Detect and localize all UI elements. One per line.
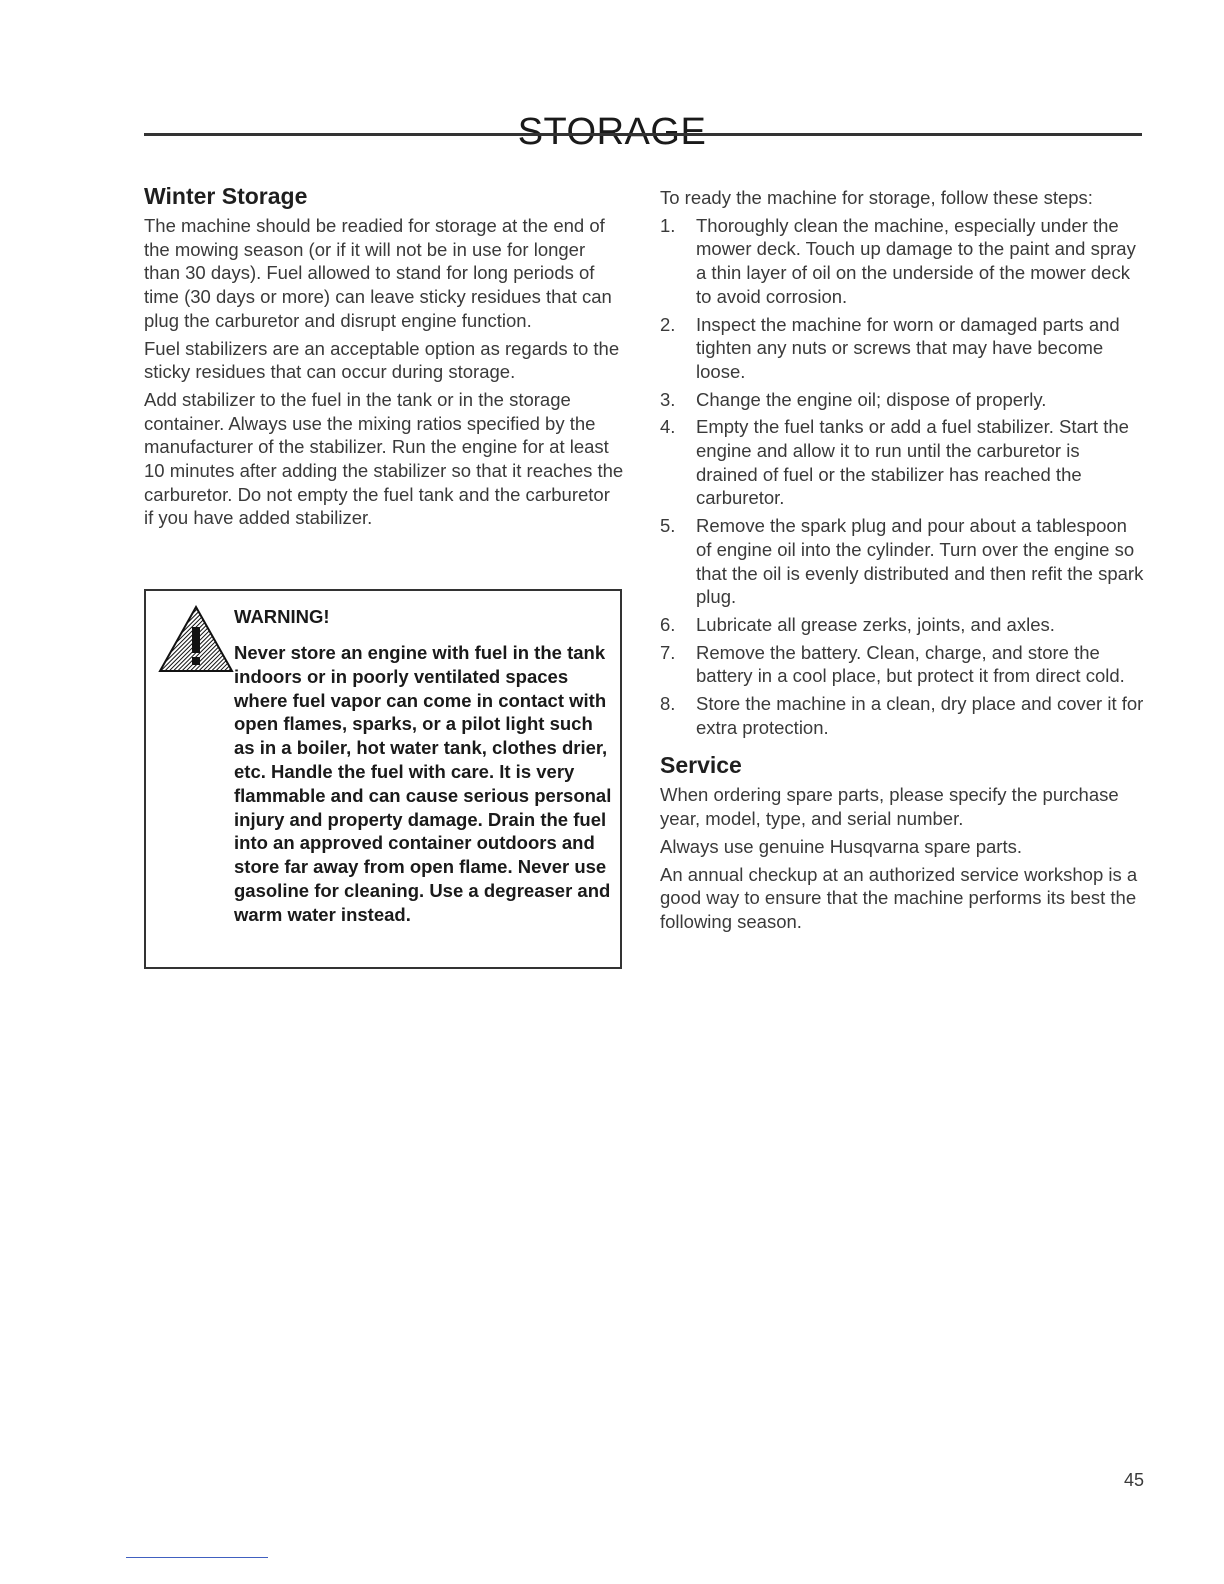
step-text: Change the engine oil; dispose of properly. xyxy=(696,388,1047,410)
steps-intro: To ready the machine for storage, follow these steps: xyxy=(660,187,1093,208)
step-text: Lubricate all grease zerks, joints, and axles. xyxy=(696,613,1055,635)
service-paragraph-1: When ordering spare parts, please specify the purchase year, model, type, and serial number. xyxy=(660,784,1119,830)
list-item xyxy=(660,388,1146,412)
step-text: Empty the fuel tanks or add a fuel stabilizer. Start the engine and allow it to run until the carburetor is drained of fuel or the stabilizer has reached the carburetor. xyxy=(696,416,1129,509)
step-text: Thoroughly clean the machine, especially under the mower deck. Touch up damage to the paint and spray a thin layer of oil on the underside of the mower deck to avoid corrosion. xyxy=(696,214,1136,307)
step-number: 3. xyxy=(660,388,676,410)
step-number: 7. xyxy=(660,641,676,663)
warning-triangle-icon xyxy=(158,605,234,673)
right-column xyxy=(660,186,1146,938)
list-item xyxy=(660,313,1146,384)
winter-storage-paragraph-3: Add stabilizer to the fuel in the tank or in the storage container. Always use the mixing ratios specified by the manufacturer of the stabilizer. Run the engine for at least 10 minutes after adding the stabilizer so that it reaches the carburetor. Do not empty the fuel tank and the carburetor if you have added stabilizer. xyxy=(144,388,624,529)
step-number: 5. xyxy=(660,515,676,537)
warning-title: WARNING! xyxy=(234,606,330,627)
list-item xyxy=(660,415,1146,510)
service-heading: Service xyxy=(660,752,742,779)
warning-text xyxy=(234,605,614,927)
list-item xyxy=(660,692,1146,739)
step-number: 1. xyxy=(660,214,676,236)
step-text: Remove the spark plug and pour about a tablespoon of engine oil into the cylinder. Turn over the engine so that the oil is evenly distributed and then refit the spark plug. xyxy=(696,515,1144,608)
list-item xyxy=(660,214,1146,309)
step-text: Inspect the machine for worn or damaged parts and tighten any nuts or screws that may have become loose. xyxy=(696,313,1120,382)
step-text: Remove the battery. Clean, charge, and store the battery in a cool place, but protect it from direct cold. xyxy=(696,641,1125,687)
list-item xyxy=(660,641,1146,688)
page-number: 45 xyxy=(1123,1470,1144,1490)
page-title: STORAGE xyxy=(517,111,707,154)
winter-storage-paragraph-1: The machine should be readied for storage at the end of the mowing season (or if it will not be in use for longer than 30 days). Fuel allowed to stand for long periods of time (30 days or more) can leave sticky residues that can plug the carburetor and disrupt engine function. xyxy=(144,215,612,331)
footer-rule xyxy=(126,1557,268,1558)
step-number: 6. xyxy=(660,613,676,635)
title-rule xyxy=(144,133,1142,136)
list-item xyxy=(660,613,1146,637)
winter-storage-heading: Winter Storage xyxy=(144,183,308,209)
winter-storage-paragraph-2: Fuel stabilizers are an acceptable option as regards to the sticky residues that can occur during storage. xyxy=(144,337,620,383)
warning-box xyxy=(144,589,622,969)
left-column xyxy=(144,182,624,534)
storage-steps-list xyxy=(660,214,1146,740)
step-text: Store the machine in a clean, dry place and cover it for extra protection. xyxy=(696,693,1144,738)
step-number: 2. xyxy=(660,313,676,335)
warning-body: Never store an engine with fuel in the tank indoors or in poorly ventilated spaces where fuel vapor can come in contact with open flames, sparks, or a pilot light such as in a boiler, hot water tank, clothes drier, etc. Handle the fuel with care. It is very flammable and can cause serious personal injury and property damage. Drain the fuel into an approved container outdoors and store far away from open flame. Never use gasoline for cleaning. Use a degreaser and warm water instead. xyxy=(234,642,612,925)
service-paragraph-2: Always use genuine Husqvarna spare parts. xyxy=(660,835,1022,857)
step-number: 8. xyxy=(660,693,676,715)
step-number: 4. xyxy=(660,416,676,438)
service-paragraph-3: An annual checkup at an authorized service workshop is a good way to ensure that the machine performs its best the following season. xyxy=(660,863,1138,932)
list-item xyxy=(660,514,1146,609)
